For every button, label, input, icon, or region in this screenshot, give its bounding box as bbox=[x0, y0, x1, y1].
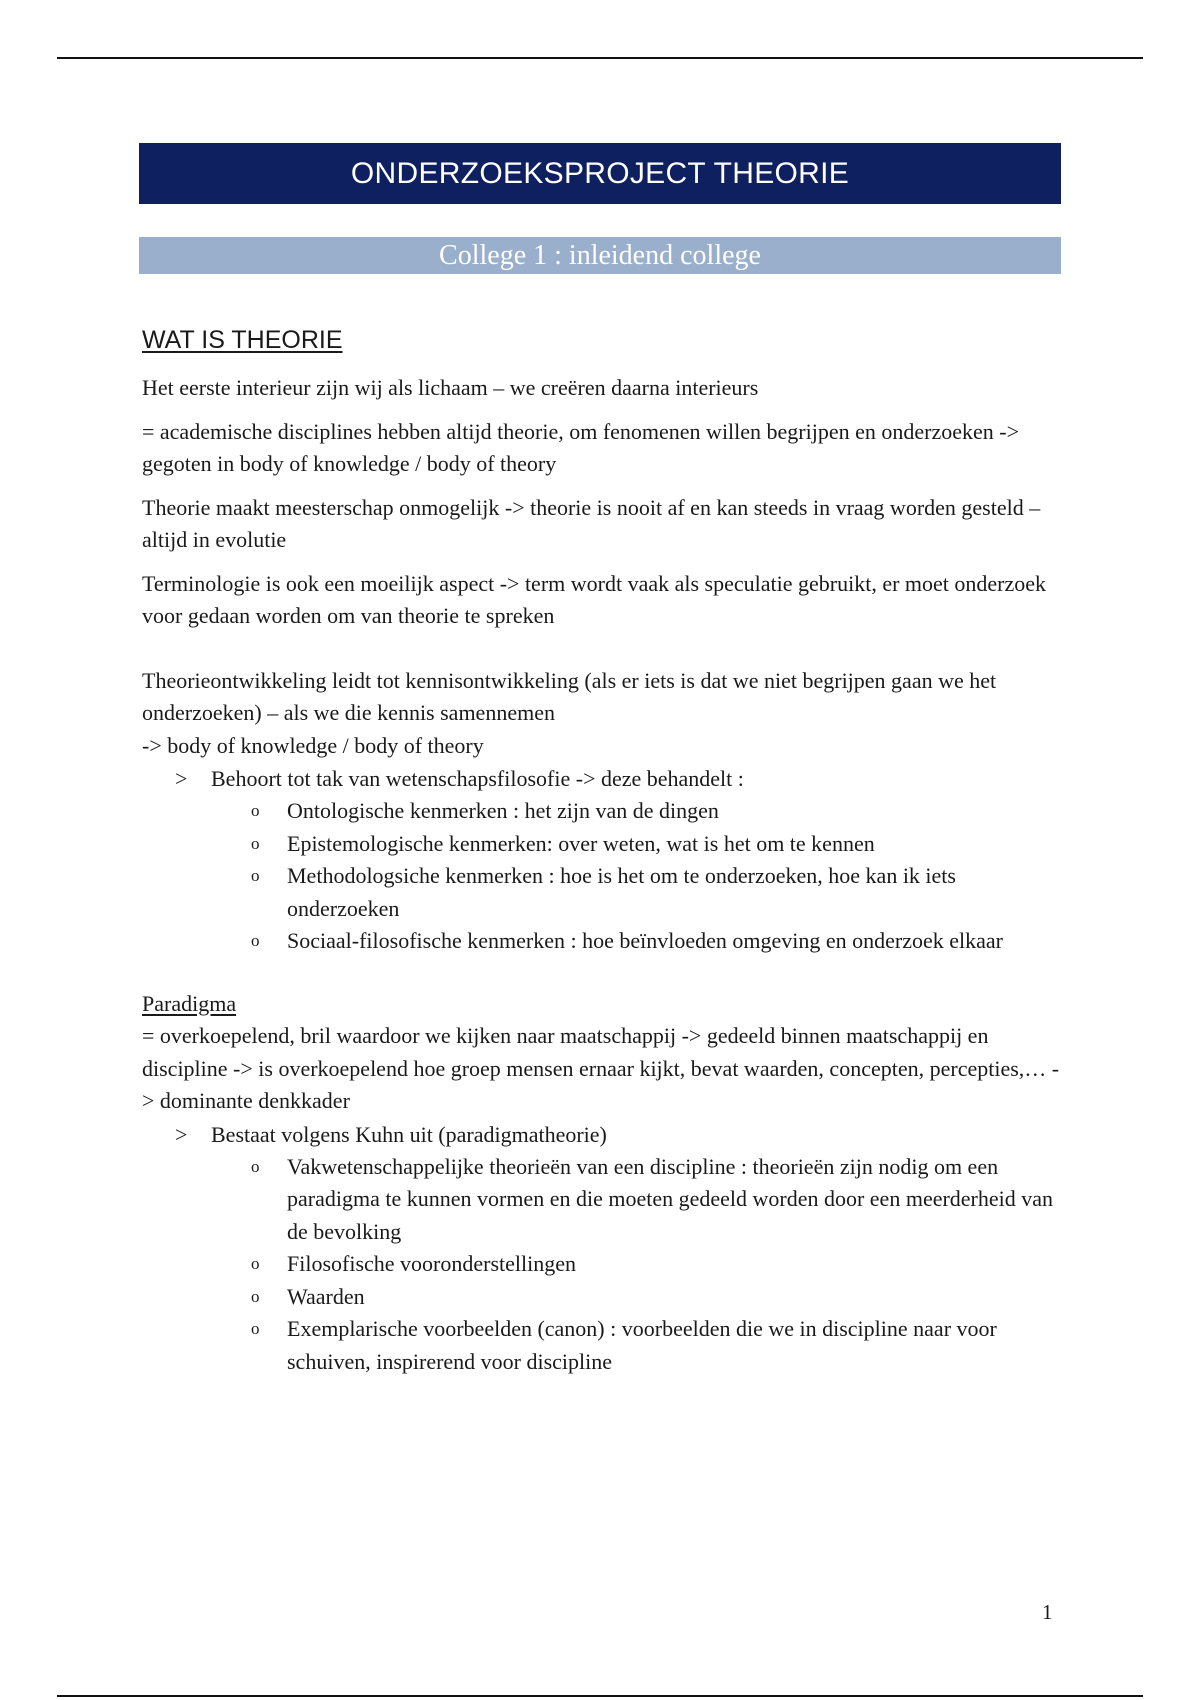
list-item-text: Bestaat volgens Kuhn uit (paradigmatheorie) bbox=[211, 1121, 607, 1147]
document-title: ONDERZOEKSPROJECT THEORIE bbox=[139, 143, 1061, 204]
circle-bullet-icon: o bbox=[251, 1156, 260, 1176]
lecture-subtitle: College 1 : inleidend college bbox=[139, 237, 1061, 274]
paragraph: Theorie maakt meesterschap onmogelijk -> theorie is nooit af en kan steeds in vraag worden gesteld – altijd in evolutie bbox=[142, 494, 1041, 552]
sub-list-item-text: Epistemologische kenmerken: over weten, wat is het om te kennen bbox=[287, 830, 875, 856]
page-content bbox=[139, 143, 1061, 1378]
sub-list-item-text: Waarden bbox=[287, 1283, 365, 1309]
paragraph: Theorieontwikkeling leidt tot kennisontwikkeling (als er iets is dat we niet begrijpen gaan we het onderzoeken) – als we die kennis samennemen bbox=[142, 667, 997, 725]
paragraph: Terminologie is ook een moeilijk aspect -> term wordt vaak als speculatie gebruikt, er moet onderzoek voor gedaan worden om van theorie te spreken bbox=[142, 570, 1047, 628]
sub-list-item bbox=[139, 1313, 1061, 1378]
circle-bullet-icon: o bbox=[251, 801, 260, 820]
sub-list-item-text: Filosofische vooronderstellingen bbox=[287, 1251, 577, 1276]
sub-list-item bbox=[139, 925, 1061, 958]
sub-list-item bbox=[139, 1248, 1061, 1281]
circle-bullet-icon: o bbox=[251, 1319, 260, 1338]
sub-list-item-text: Exemplarische voorbeelden (canon) : voorbeelden die we in discipline naar voor schuiven, inspirerend voor discipline bbox=[287, 1316, 997, 1374]
circle-bullet-icon: o bbox=[251, 931, 260, 950]
circle-bullet-icon: o bbox=[251, 1254, 260, 1273]
arrow-bullet-icon: > bbox=[175, 766, 188, 791]
paragraph: -> body of knowledge / body of theory bbox=[142, 732, 484, 758]
section-heading-wat-is-theorie: WAT IS THEORIE bbox=[142, 326, 343, 354]
page-number: 1 bbox=[1042, 1600, 1053, 1624]
arrow-bullet-icon: > bbox=[175, 1121, 188, 1147]
section-heading-paradigma: Paradigma bbox=[142, 990, 237, 1016]
list-item-text: Behoort tot tak van wetenschapsfilosofie -> deze behandelt : bbox=[211, 766, 744, 791]
sub-list-item bbox=[139, 828, 1061, 861]
header-rule bbox=[57, 57, 1143, 59]
sub-list-item bbox=[139, 795, 1061, 828]
paragraph: = academische disciplines hebben altijd theorie, om fenomenen willen begrijpen en onderzoeken -> gegoten in body of knowledge / body of theory bbox=[142, 418, 1020, 476]
sub-list-item-text: Methodologsiche kenmerken : hoe is het om te onderzoeken, hoe kan ik iets onderzoeken bbox=[287, 863, 956, 921]
circle-bullet-icon: o bbox=[251, 1286, 260, 1306]
paragraph: = overkoepelend, bril waardoor we kijken naar maatschappij -> gedeeld binnen maatschappij en discipline -> is overkoepelend hoe groep mensen ernaar kijkt, bevat waarden, concepten, percepties,… -> dominante denkkader bbox=[142, 1023, 1060, 1113]
sub-list-item-text: Sociaal-filosofische kenmerken : hoe beïnvloeden omgeving en onderzoek elkaar bbox=[287, 928, 1003, 953]
footer-rule bbox=[57, 1695, 1143, 1697]
circle-bullet-icon: o bbox=[251, 866, 260, 885]
sub-list-item bbox=[139, 1281, 1061, 1314]
circle-bullet-icon: o bbox=[251, 833, 260, 853]
sub-list-item bbox=[139, 1151, 1061, 1249]
sub-list-item-text: Vakwetenschappelijke theorieën van een discipline : theorieën zijn nodig om een paradigma te kunnen vormen en die moeten gedeeld worden door een meerderheid van de bevolking bbox=[287, 1153, 1054, 1244]
list-item bbox=[139, 762, 1061, 795]
paragraph: Het eerste interieur zijn wij als lichaam – we creëren daarna interieurs bbox=[142, 375, 759, 400]
sub-list-item-text: Ontologische kenmerken : het zijn van de dingen bbox=[287, 798, 719, 823]
sub-list-item bbox=[139, 860, 1061, 925]
list-item bbox=[139, 1118, 1061, 1151]
